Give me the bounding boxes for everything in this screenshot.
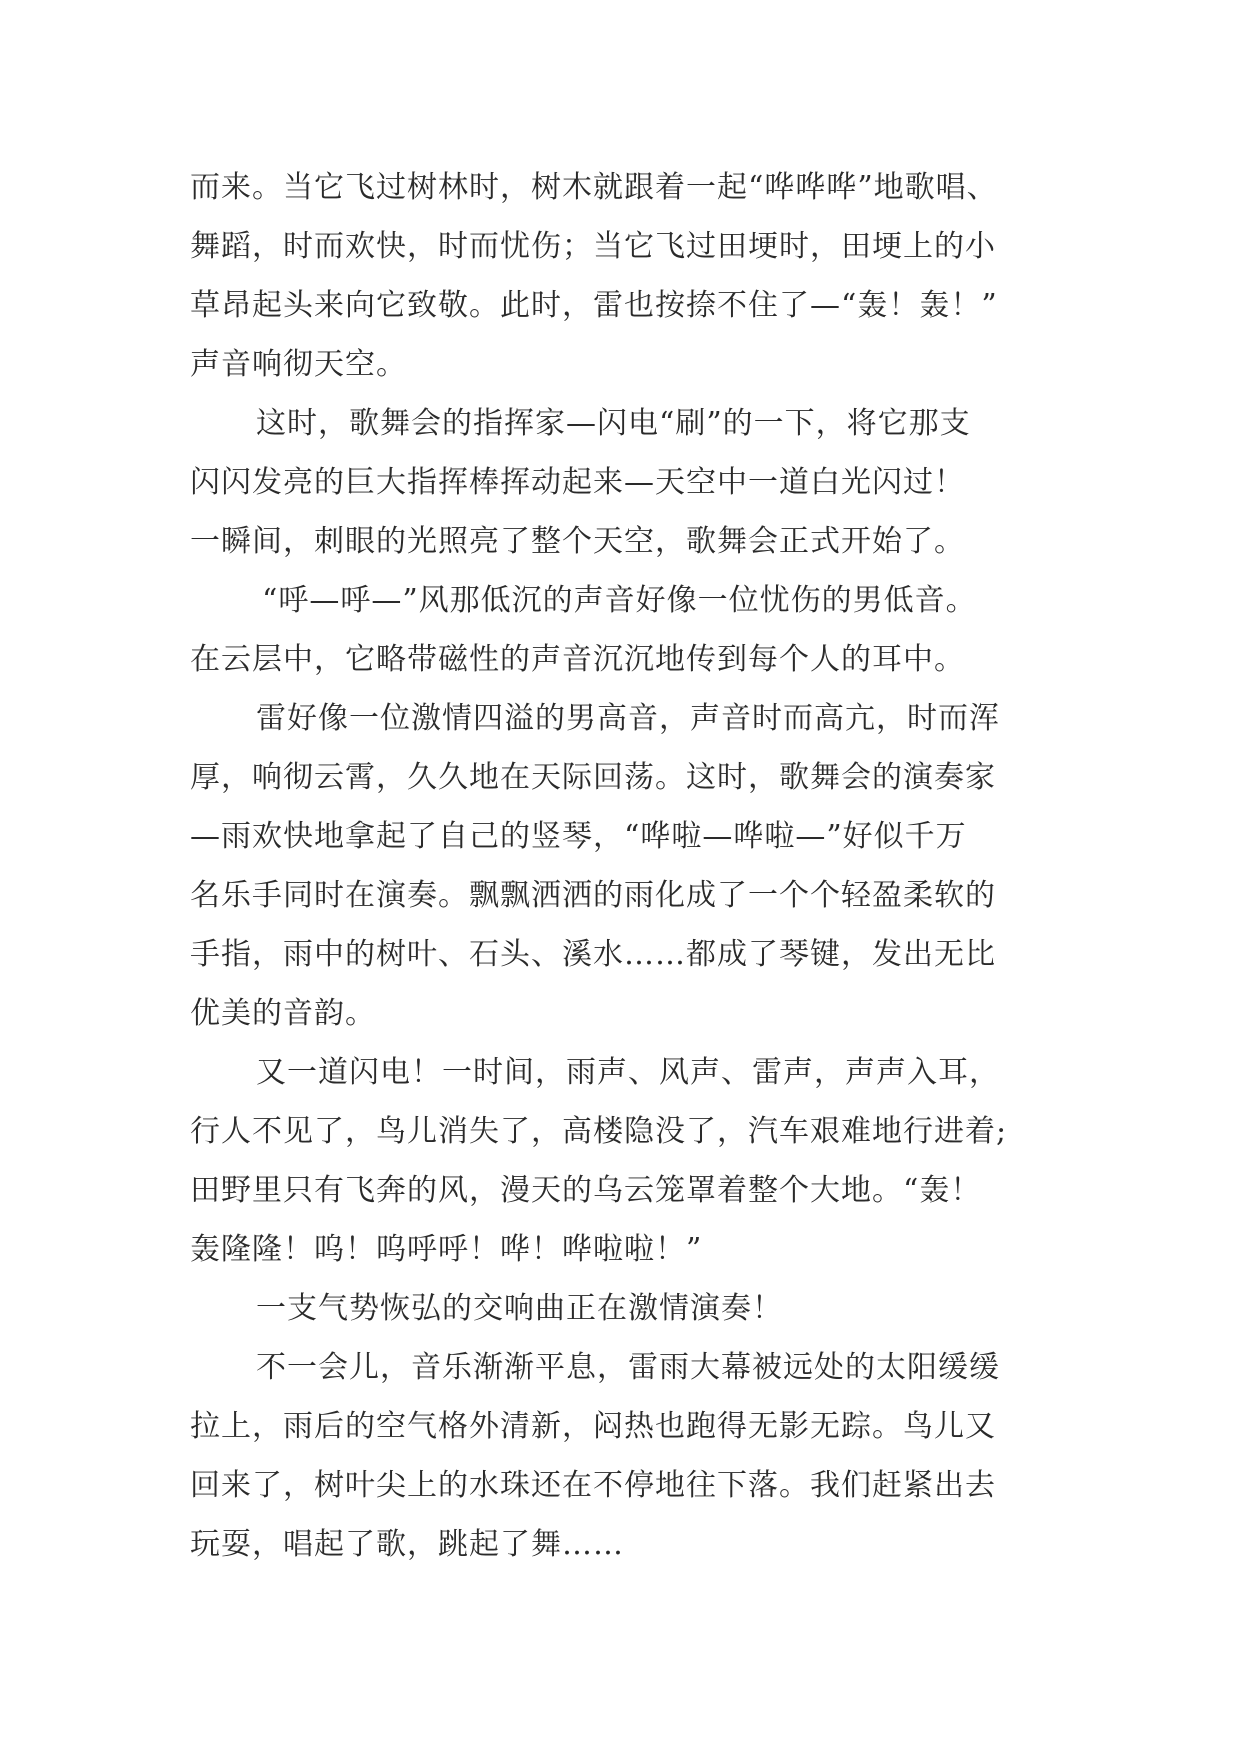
text-line: 行人不见了，鸟儿消失了，高楼隐没了，汽车艰难地行进着; (190, 1114, 1008, 1149)
paragraph-first-line: 不一会儿，音乐渐渐平息，雷雨大幕被远处的太阳缓缓 (256, 1350, 1000, 1385)
text-line: 声音响彻天空。 (190, 347, 407, 382)
text-line: 手指，雨中的树叶、石头、溪水……都成了琴键，发出无比 (190, 937, 996, 972)
text-line: 一瞬间，刺眼的光照亮了整个天空，歌舞会正式开始了。 (190, 524, 965, 559)
text-line: 在云层中，它略带磁性的声音沉沉地传到每个人的耳中。 (190, 642, 965, 677)
text-line: —雨欢快地拿起了自己的竖琴，“哗啦—哗啦—”好似千万 (190, 819, 967, 854)
text-line: 优美的音韵。 (190, 996, 376, 1031)
text-line: 闪闪发亮的巨大指挥棒挥动起来—天空中一道白光闪过！ (190, 465, 965, 500)
text-line: 而来。当它飞过树林时，树木就跟着一起“哗哗哗”地歌唱、 (190, 170, 998, 205)
paragraph-first-line: 雷好像一位激情四溢的男高音，声音时而高亢，时而浑 (256, 701, 1000, 736)
text-line: 草昂起头来向它致敬。此时，雷也按捺不住了—“轰！轰！” (190, 288, 998, 323)
text-line: 轰隆隆！呜！呜呼呼！哗！哗啦啦！” (190, 1232, 703, 1267)
text-line: 田野里只有飞奔的风，漫天的乌云笼罩着整个大地。“轰！ (190, 1173, 982, 1208)
paragraph-first-line: 这时，歌舞会的指挥家—闪电“刷”的一下，将它那支 (256, 406, 971, 441)
paragraph-first-line: 一支气势恢弘的交响曲正在激情演奏！ (256, 1291, 783, 1326)
text-line: 厚，响彻云霄，久久地在天际回荡。这时，歌舞会的演奏家 (190, 760, 996, 795)
text-line: 拉上，雨后的空气格外清新，闷热也跑得无影无踪。鸟儿又 (190, 1409, 996, 1444)
paragraph-first-line: “呼—呼—”风那低沉的声音好像一位忧伤的男低音。 (262, 583, 977, 618)
text-line: 名乐手同时在演奏。飘飘洒洒的雨化成了一个个轻盈柔软的 (190, 878, 996, 913)
paragraph-first-line: 又一道闪电！一时间，雨声、风声、雷声，声声入耳， (256, 1055, 1000, 1090)
article-body (190, 158, 1090, 1574)
text-line: 回来了，树叶尖上的水珠还在不停地往下落。我们赶紧出去 (190, 1468, 996, 1503)
text-line: 玩耍，唱起了歌，跳起了舞…… (190, 1527, 624, 1562)
text-line: 舞蹈，时而欢快，时而忧伤；当它飞过田埂时，田埂上的小 (190, 229, 996, 264)
